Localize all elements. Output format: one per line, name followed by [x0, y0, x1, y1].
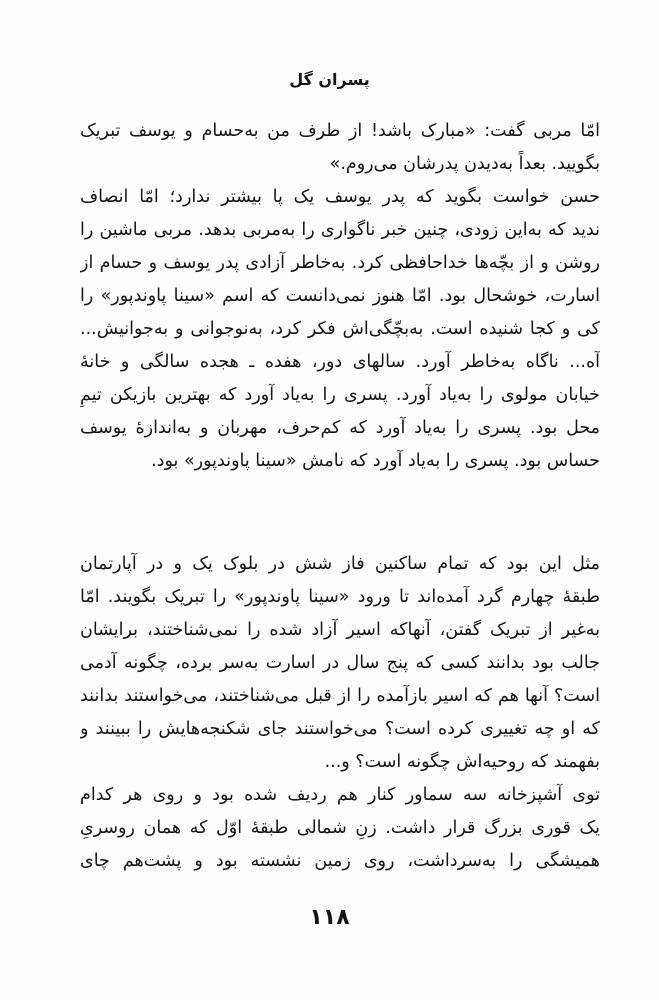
- text-line: کی و کجا شنیده است. به‌بچّگی‌اش فکر کرد، به‌نوجوانی و به‌جوانیش...: [80, 319, 600, 339]
- text-block-2: [80, 548, 600, 878]
- text-line: بگویید. بعداً به‌دیدن پدرشان می‌روم.»: [329, 154, 600, 174]
- text-line: حسن خواست بگوید که پدر یوسف یک پا بیشتر ندارد؛ امّا انصاف: [80, 187, 600, 207]
- text-line: جالب بود بدانند کسی که پنج سال در اسارت به‌سر برده، چگونه آدمی: [80, 653, 600, 673]
- text-line: که او چه تغییری کرده است؟ می‌خواستند جای شکنجه‌هایش را ببینند و: [80, 719, 600, 739]
- text-line: به‌غیر از تبریک گفتن، آنهاکه اسیر آزاد شده را نمی‌شناختند، برایشان: [80, 620, 600, 640]
- text-line: بفهمند که روحیه‌اش چگونه است؟ و...: [324, 752, 600, 772]
- text-line: محل بود. پسری را به‌یاد آورد که کم‌حرف، مهربان و به‌اندازهٔ یوسف: [80, 418, 600, 438]
- text-line: یک قوری بزرگ قرار داشت. زنِ شمالی طبقهٔ اوّل که همان روسریِ: [80, 818, 600, 838]
- text-line: حساس بود. پسری را به‌یاد آورد که نامش «سینا پاوندپور» بود.: [151, 451, 600, 471]
- text-line: آه... ناگاه به‌خاطر آورد. سالهای دور، هفده ـ هجده سالگی و خانهٔ: [80, 352, 600, 372]
- text-line: طبقهٔ چهارم گرد آمده‌اند تا ورود «سینا پاوندپور» را تبریک بگویند. امّا: [80, 587, 600, 607]
- text-block-1: [80, 115, 600, 478]
- text-line: توی آشپزخانه سه سماور کنار هم ردیف شده بود و روی هر کدام: [80, 785, 600, 805]
- text-line: اسارت، خوشحال بود. امّا هنوز نمی‌دانست که اسم «سینا پاوندپور» را: [80, 286, 600, 306]
- text-line: روشن و از بچّه‌ها خداحافظی کرد. به‌خاطر آزادی پدر یوسف و حسام از: [80, 253, 600, 273]
- text-line: امّا مربی گفت: «مبارک باشد! از طرف من به‌حسام و یوسف تبریک: [80, 121, 600, 141]
- running-head: پسران گل: [289, 70, 370, 89]
- text-line: مثل این بود که تمام ساکنین فاز شش در بلوک یک و در آپارتمان: [80, 554, 600, 574]
- text-line: است؟ آنها هم که اسیر بازآمده را از قبل می‌شناختند، می‌خواستند بدانند: [80, 686, 600, 706]
- text-line: خیابان مولوی را به‌یاد آورد. پسری را به‌یاد آورد که بهترین بازیکن تیمِ: [80, 385, 600, 405]
- text-line: همیشگی را به‌سرداشت، روی زمین نشسته بود و پشت‌هم چای: [80, 851, 600, 871]
- page-number: ۱۱۸: [309, 905, 350, 930]
- text-line: ندید که به‌این زودی، چنین خبر ناگواری را به‌مربی بدهد. مربی ماشین را: [80, 220, 600, 240]
